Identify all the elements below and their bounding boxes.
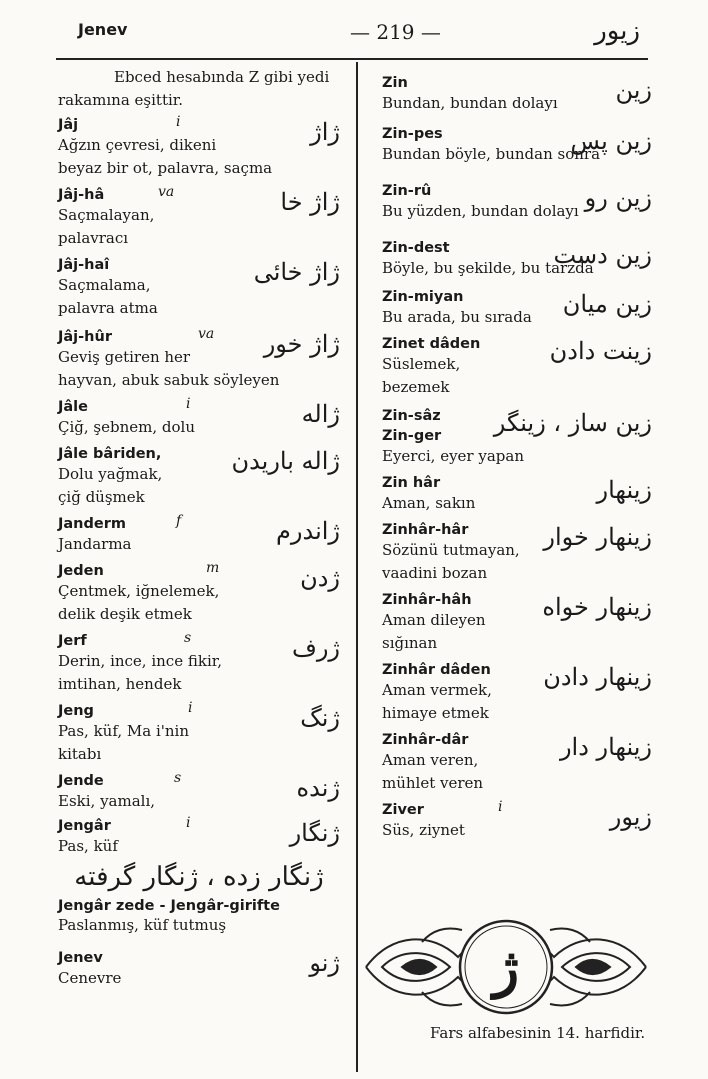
definition-line: hayvan, abuk sabuk söyleyen (58, 371, 280, 389)
arabic-word: ژاژ خا (280, 188, 340, 216)
arabic-word: ژنگ (300, 704, 340, 732)
headword: Jengâr (58, 818, 111, 834)
dictionary-entry (58, 443, 340, 509)
origin-label: i (498, 799, 503, 815)
phrase-definition: Paslanmış, küf tutmuş (58, 916, 227, 934)
definition-line: Bu yüzden, bundan dolayı (382, 202, 579, 220)
definition-line: Pas, küf, Ma i'nin (58, 722, 190, 740)
arabic-word: ژنده (296, 774, 340, 802)
dictionary-entry (58, 560, 340, 626)
origin-label: m (206, 560, 220, 576)
dictionary-entry (382, 286, 652, 329)
headword: Zinhâr-hâh (382, 592, 472, 608)
headword: Jâle bâriden, (58, 446, 162, 462)
headword: Zin hâr (382, 475, 441, 491)
headword: Zin-miyan (382, 289, 464, 305)
definition-line: himaye etmek (382, 704, 489, 722)
headword: Zin-rû (382, 183, 432, 199)
arabic-word: ژاله باريدن (231, 447, 340, 475)
headword: Jeng (58, 703, 94, 719)
definition-line: vaadini bozan (382, 564, 488, 582)
arabic-word: زينهار خواه (542, 593, 652, 621)
headword: Zin-dest (382, 240, 450, 256)
definition-line: Sözünü tutmayan, (382, 541, 520, 559)
origin-label: s (184, 630, 192, 646)
dictionary-entry (382, 589, 652, 655)
arabic-word: زينهار دار (559, 733, 652, 761)
dictionary-entry (58, 114, 340, 180)
definition-line: palavracı (58, 229, 129, 247)
arabic-word: زين دست (553, 241, 652, 269)
dictionary-entry (58, 815, 340, 858)
definition-line: Aman, sakın (382, 494, 476, 512)
origin-label: f (176, 513, 182, 529)
definition-line: delik deşik etmek (58, 605, 192, 623)
definition-line: Çiğ, şebnem, dolu (58, 418, 195, 436)
headword: Ziver (382, 802, 424, 818)
headword: Jâj-hûr (58, 329, 112, 345)
origin-label: i (176, 114, 181, 130)
definition-line: Böyle, bu şekilde, bu tarzda (382, 259, 594, 277)
definition-line: Süslemek, (382, 355, 461, 373)
origin-label: va (158, 184, 175, 200)
page-number: — 219 — (350, 20, 441, 44)
headword: Zin (382, 75, 408, 91)
headword: Zinhâr-dâr (382, 732, 469, 748)
arabic-word: زينت دادن (549, 337, 652, 365)
definition-line: bezemek (382, 378, 450, 396)
arabic-word: ژاندرم (276, 517, 340, 545)
page-header (0, 18, 708, 54)
dictionary-entry (382, 333, 652, 399)
dictionary-entry (58, 326, 340, 392)
definition-line: Aman veren, (382, 751, 479, 769)
left-column (58, 66, 340, 990)
dictionary-entry (382, 180, 652, 223)
headword: Janderm (58, 516, 126, 532)
dictionary-entry (382, 799, 652, 842)
footnote: Fars alfabesinin 14. harfidir. (430, 1024, 646, 1042)
headword: Jeden (58, 563, 104, 579)
definition-line: palavra atma (58, 299, 158, 317)
definition-line: Jandarma (58, 535, 132, 553)
dictionary-entry (58, 254, 340, 320)
headword: Jenev (58, 950, 103, 966)
headword: Jâj-haî (58, 257, 110, 273)
dictionary-entry (382, 237, 652, 280)
definition-line: çiğ düşmek (58, 488, 145, 506)
arabic-word: زينهار خوار (543, 523, 652, 551)
arabic-word: ژنو (309, 949, 340, 977)
definition-line: Bu arada, bu sırada (382, 308, 532, 326)
definition-line: Ağzın çevresi, dikeni (58, 136, 217, 154)
definition-line: Saçmalayan, (58, 206, 155, 224)
arabic-word: زينهار دادن (543, 663, 652, 691)
arabic-word: ژدن (300, 564, 340, 592)
definition-line: Bundan böyle, bundan sonra (382, 145, 601, 163)
dictionary-entry (382, 72, 652, 115)
definition-line: sığınan (382, 634, 438, 652)
definition-line: Derin, ince, ince fikir, (58, 652, 223, 670)
arabic-word: ژاله (301, 400, 340, 428)
headword: Zin-ger (382, 428, 442, 444)
definition-line: Çentmek, iğnelemek, (58, 582, 220, 600)
definition-line: mühlet veren (382, 774, 484, 792)
arabic-word: ژرف (291, 634, 340, 662)
definition-line: Bundan, bundan dolayı (382, 94, 558, 112)
dictionary-entry (382, 519, 652, 585)
dictionary-entry (382, 123, 652, 166)
dictionary-entry (382, 472, 652, 515)
column-divider (356, 62, 358, 1072)
headword: Jerf (58, 633, 87, 649)
definition-line: Aman dileyen (382, 611, 486, 629)
headword: Jende (58, 773, 104, 789)
origin-label: i (188, 700, 193, 716)
definition-line: Eski, yamalı, (58, 792, 156, 810)
right-column (382, 66, 652, 842)
entry-jenev (58, 947, 340, 990)
arabic-word: ژنگار (289, 819, 340, 847)
ornament-letter: ژ (492, 935, 520, 999)
dictionary-entry (58, 770, 340, 813)
arabic-word: زين (615, 76, 652, 104)
definition-line: Saçmalama, (58, 276, 151, 294)
headword: Jâj (58, 117, 79, 133)
definition-line: Geviş getiren her (58, 348, 191, 366)
headword: Zin-sâz (382, 408, 441, 424)
dictionary-entry (382, 659, 652, 725)
origin-label: i (186, 815, 191, 831)
headword: Zinet dâden (382, 336, 481, 352)
origin-label: i (186, 396, 191, 412)
arabic-word: ژاژ خائى (253, 258, 340, 286)
arabic-word: زين ساز ، زينگر (493, 409, 652, 437)
definition-line: kitabı (58, 745, 102, 763)
dictionary-entry (58, 630, 340, 696)
arabic-word: زينهار (596, 476, 652, 504)
origin-label: s (174, 770, 182, 786)
headword: Zinhâr dâden (382, 662, 491, 678)
definition-line: Dolu yağmak, (58, 465, 163, 483)
headword: Jâle (58, 399, 88, 415)
dictionary-entry (58, 396, 340, 439)
dictionary-entry (58, 184, 340, 250)
arabic-word: زين رو (584, 184, 652, 212)
header-rule (56, 58, 648, 60)
phrase-headword: Jengâr zede - Jengâr-girifte (58, 898, 280, 914)
running-head: Jenev (78, 20, 128, 39)
definition-line: Süs, ziynet (382, 821, 465, 839)
dictionary-entry (382, 425, 652, 468)
headword: Zin-pes (382, 126, 443, 142)
definition-line: beyaz bir ot, palavra, saçma (58, 159, 273, 177)
origin-label: va (198, 326, 215, 342)
dictionary-entry (382, 729, 652, 795)
arabic-word: زيور (609, 803, 652, 831)
arabic-word: ژاژ (310, 118, 340, 146)
arabic-word: زين پس (570, 127, 652, 155)
definition-line: Aman vermek, (382, 681, 492, 699)
dictionary-entry (58, 513, 340, 556)
phrase-arabic: ژنگار زده ، ژنگار گرفته (74, 862, 324, 892)
definition-line: Pas, küf (58, 837, 118, 855)
definition-line: Cenevre (58, 969, 122, 987)
arabic-word: زين ميان (562, 290, 652, 318)
definition-line: imtihan, hendek (58, 675, 182, 693)
dictionary-entry (58, 700, 340, 766)
headword: Zinhâr-hâr (382, 522, 469, 538)
arabic-word: ژاژ خور (263, 330, 340, 358)
intro-text: Ebced hesabında Z gibi yedi rakamına eşittir. (58, 68, 330, 109)
running-head-arabic: زيور (594, 16, 640, 46)
definition-line: Eyerci, eyer yapan (382, 447, 524, 465)
headword: Jâj-hâ (58, 187, 105, 203)
